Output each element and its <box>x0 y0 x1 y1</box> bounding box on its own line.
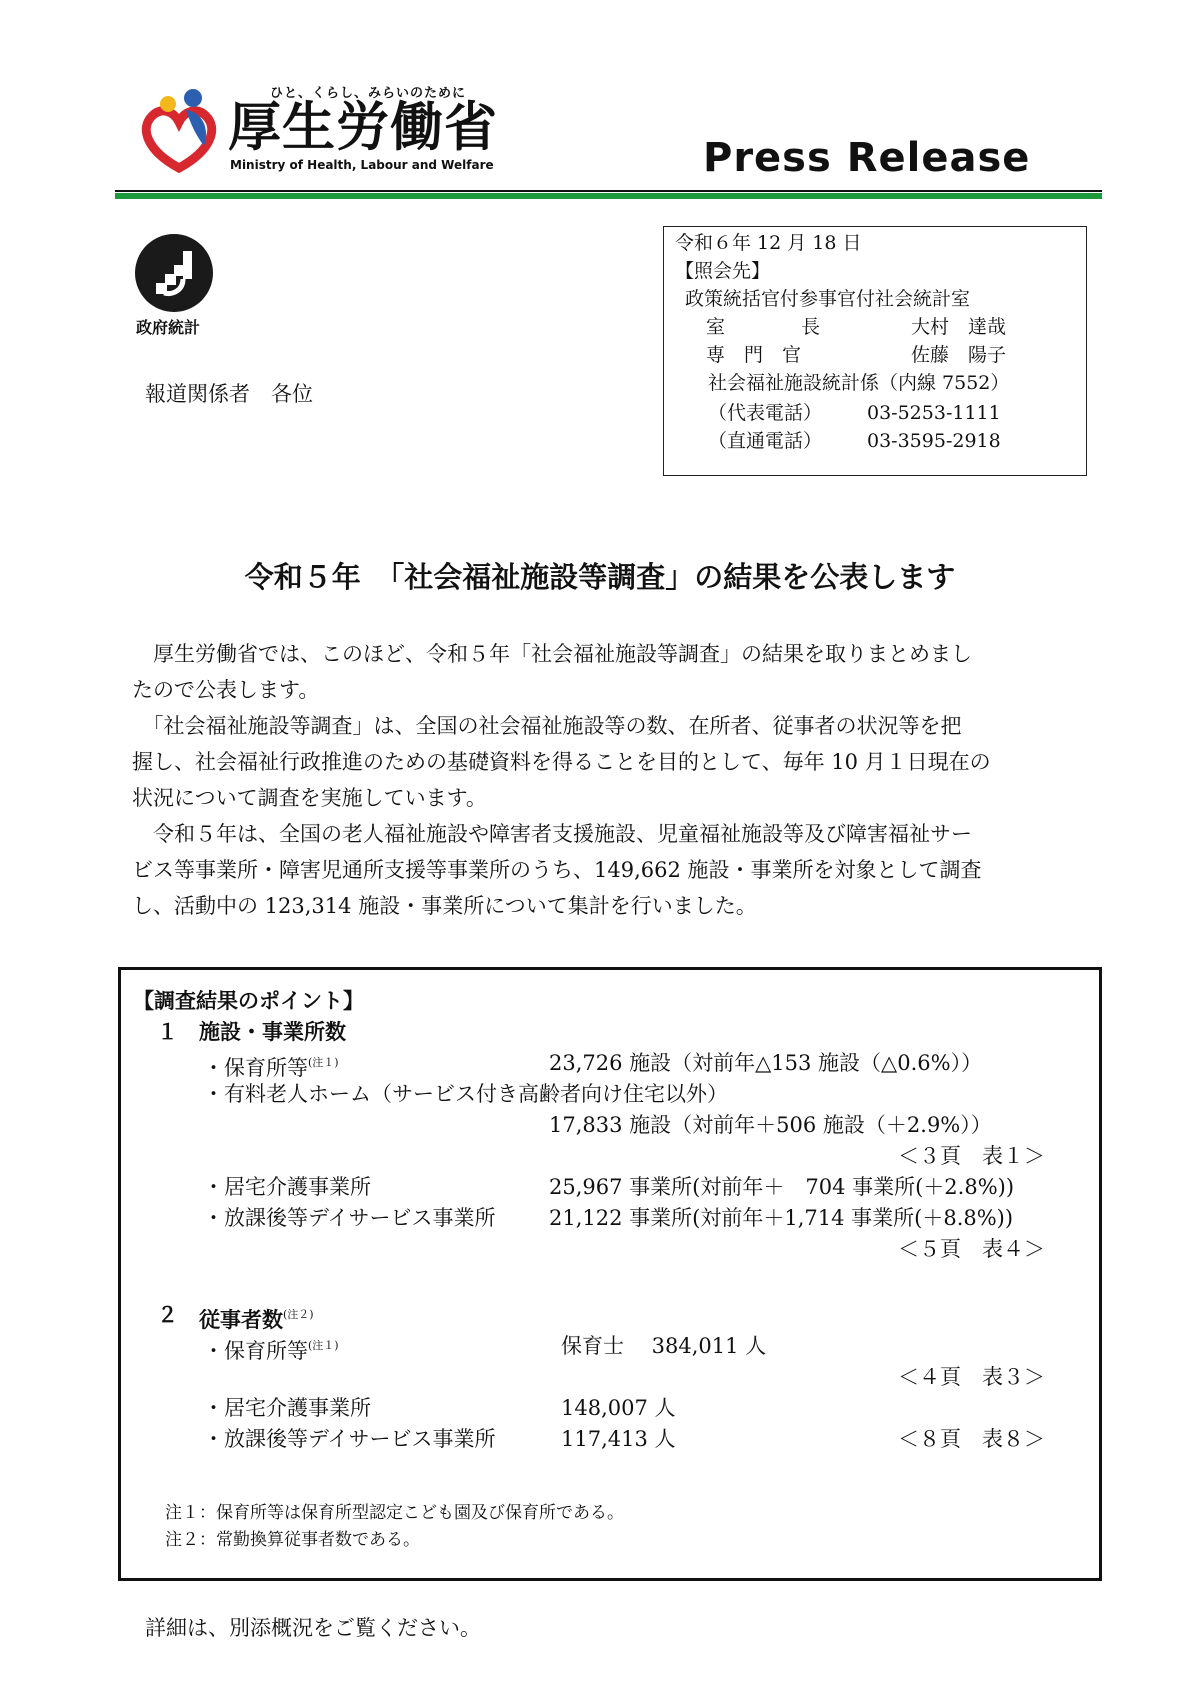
contact-title: 室 長 <box>706 316 821 338</box>
government-statistics-icon <box>134 233 214 313</box>
phone-number: 03-3595-2918 <box>867 430 1001 452</box>
results-box <box>118 967 1102 1581</box>
addressee: 報道関係者 各位 <box>145 382 313 406</box>
result-value: 21,122 事業所(対前年＋1,714 事業所(＋8.8%)) <box>549 1206 1014 1230</box>
footnote-marker: (注１) <box>308 1056 339 1069</box>
press-release-title: Press Release <box>703 135 1031 181</box>
contact-name: 佐藤 陽子 <box>911 344 1007 366</box>
body-line: ビス等事業所・障害児通所支援等事業所のうち、149,662 施設・事業所を対象として調査 <box>132 858 982 882</box>
body-line: 握し、社会福祉行政推進のための基礎資料を得ることを目的として、毎年 10 月１日現在の <box>132 750 991 774</box>
result-label: ・有料老人ホーム（サービス付き高齢者向け住宅以外） <box>203 1082 728 1106</box>
result-label: ・放課後等デイサービス事業所 <box>203 1206 496 1230</box>
footnote-marker: (注１) <box>308 1339 339 1352</box>
ministry-logo-icon <box>138 88 220 176</box>
result-label: ・保育所等$^{(注1)}$ <box>203 1339 339 1363</box>
body-line: 令和５年は、全国の老人福祉施設や障害者支援施設、児童福祉施設等及び障害福祉サー <box>132 822 972 846</box>
result-value: 117,413 人 <box>561 1427 676 1451</box>
result-value: 保育士 384,011 人 <box>561 1334 767 1358</box>
ministry-name-jp: 厚生労働省 <box>228 97 498 158</box>
table-reference: ＜５頁 表４＞ <box>898 1237 1045 1261</box>
body-line: 厚生労働省では、このほど、令和５年「社会福祉施設等調査」の結果を取りまとめまし <box>132 642 972 666</box>
body-line: し、活動中の 123,314 施設・事業所について集計を行いました。 <box>132 894 757 918</box>
phone-number: 03-5253-1111 <box>867 402 1001 424</box>
section-number: ２ <box>157 1303 178 1327</box>
table-reference: ＜３頁 表１＞ <box>898 1144 1045 1168</box>
table-reference: ＜８頁 表８＞ <box>898 1427 1045 1451</box>
contact-title: 専 門 官 <box>706 344 802 366</box>
footnote: 注２：常勤換算従事者数である。 <box>165 1530 420 1550</box>
government-statistics-label: 政府統計 <box>136 318 201 337</box>
contact-department: 政策統括官付参事官付社会統計室 <box>685 288 971 310</box>
header-rule <box>115 190 1102 192</box>
section-number: １ <box>157 1020 178 1044</box>
closing-note: 詳細は、別添概況をご覧ください。 <box>145 1616 481 1640</box>
body-line: 状況について調査を実施しています。 <box>132 786 487 810</box>
results-title: 【調査結果のポイント】 <box>133 989 364 1013</box>
headline: 令和５年 「社会福祉施設等調査」の結果を公表します <box>244 560 956 594</box>
section-title: 施設・事業所数 <box>199 1020 346 1044</box>
section-title: 従事者数$^{(注2)}$ <box>199 1308 314 1332</box>
result-label: ・居宅介護事業所 <box>203 1396 371 1420</box>
phone-label: （代表電話） <box>708 402 823 424</box>
contact-heading: 【照会先】 <box>675 260 771 282</box>
footnote-marker: (注２) <box>283 1308 314 1321</box>
footnote: 注１：保育所等は保育所型認定こども園及び保育所である。 <box>165 1503 624 1523</box>
result-label: ・居宅介護事業所 <box>203 1175 371 1199</box>
contact-box <box>663 226 1087 476</box>
body-line: たので公表します。 <box>132 678 320 702</box>
table-reference: ＜４頁 表３＞ <box>898 1365 1045 1389</box>
body-line: 「社会福祉施設等調査」は、全国の社会福祉施設等の数、在所者、従事者の状況等を把 <box>132 714 962 738</box>
contact-section: 社会福祉施設統計係（内線 7552） <box>708 372 1010 394</box>
result-value: 148,007 人 <box>561 1396 676 1420</box>
ministry-name-en: Ministry of Health, Labour and Welfare <box>230 158 494 172</box>
header-green-rule <box>115 193 1102 199</box>
result-value: 17,833 施設（対前年＋506 施設（＋2.9%）） <box>549 1113 992 1137</box>
contact-name: 大村 達哉 <box>911 316 1007 338</box>
result-label: ・保育所等$^{(注1)}$ <box>203 1056 339 1080</box>
result-value: 25,967 事業所(対前年＋ 704 事業所(＋2.8%)) <box>549 1175 1015 1199</box>
result-label: ・放課後等デイサービス事業所 <box>203 1427 496 1451</box>
release-date: 令和６年 12 月 18 日 <box>675 232 862 254</box>
ministry-tagline: ひと、くらし、みらいのために <box>270 86 467 101</box>
phone-label: （直通電話） <box>708 430 823 452</box>
result-value: 23,726 施設（対前年△153 施設（△0.6%）） <box>549 1051 983 1075</box>
